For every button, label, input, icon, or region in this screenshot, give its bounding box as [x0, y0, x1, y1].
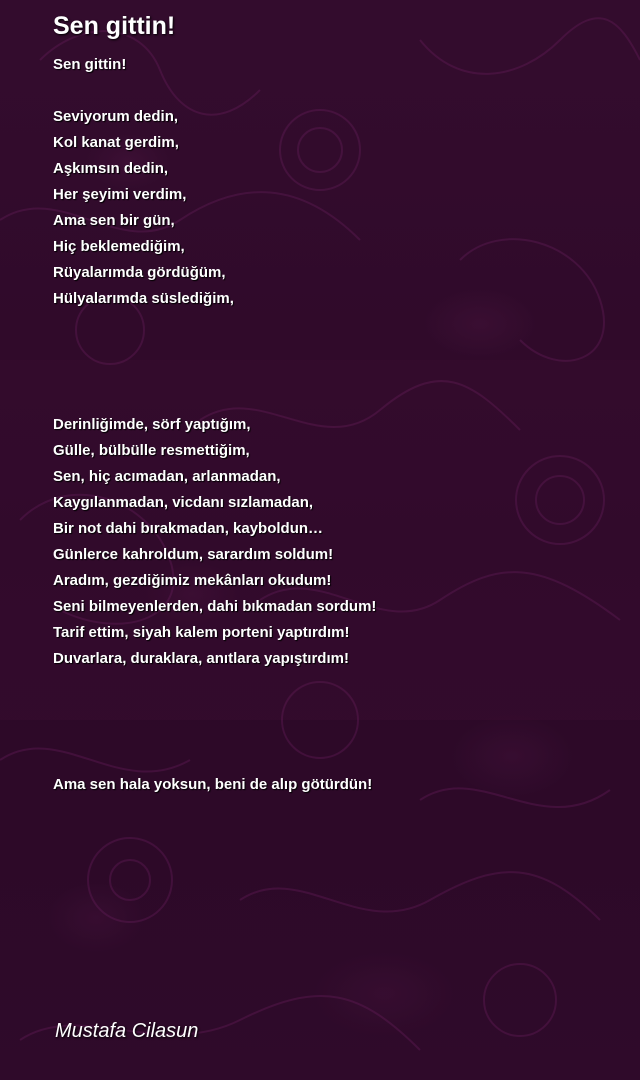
poem-line: Gülle, bülbülle resmettiğim, [53, 442, 250, 459]
poem-line: Bir not dahi bırakmadan, kayboldun… [53, 520, 324, 537]
poem-line: Derinliğimde, sörf yaptığım, [53, 416, 251, 433]
poem-line: Hiç beklemediğim, [53, 238, 185, 255]
poem-stanza-1 [53, 104, 234, 312]
poem-line: Seviyorum dedin, [53, 108, 179, 125]
poem-line: Her şeyimi verdim, [53, 186, 187, 203]
poem-line: Sen, hiç acımadan, arlanmadan, [53, 468, 281, 485]
poem-line: Ama sen bir gün, [53, 212, 175, 229]
poem-line: Kaygılanmadan, vicdanı sızlamadan, [53, 494, 314, 511]
poem-title: Sen gittin! [53, 12, 176, 40]
poem-line: Kol kanat gerdim, [53, 134, 179, 151]
poem-line: Duvarlara, duraklara, anıtlara yapıştırdım! [53, 650, 349, 667]
poem-author: Mustafa Cilasun [55, 1020, 199, 1042]
poem-line: Günlerce kahroldum, sarardım soldum! [53, 546, 334, 563]
poem-line: Rüyalarımda gördüğüm, [53, 264, 226, 281]
poem-line: Hülyalarımda süslediğim, [53, 290, 234, 307]
poem-line: Tarif ettim, siyah kalem porteni yaptırdım! [53, 624, 350, 641]
poem-stanza-2 [53, 412, 376, 672]
poem-line: Aşkımsın dedin, [53, 160, 169, 177]
poem-line: Aradım, gezdiğimiz mekânları okudum! [53, 572, 332, 589]
poem-line: Ama sen hala yoksun, beni de alıp götürdün! [53, 776, 373, 793]
poem-stanza-3 [53, 772, 372, 798]
poem-line: Seni bilmeyenlerden, dahi bıkmadan sordum! [53, 598, 377, 615]
poem-stanza-intro [53, 52, 126, 78]
poem-line: Sen gittin! [53, 56, 127, 73]
